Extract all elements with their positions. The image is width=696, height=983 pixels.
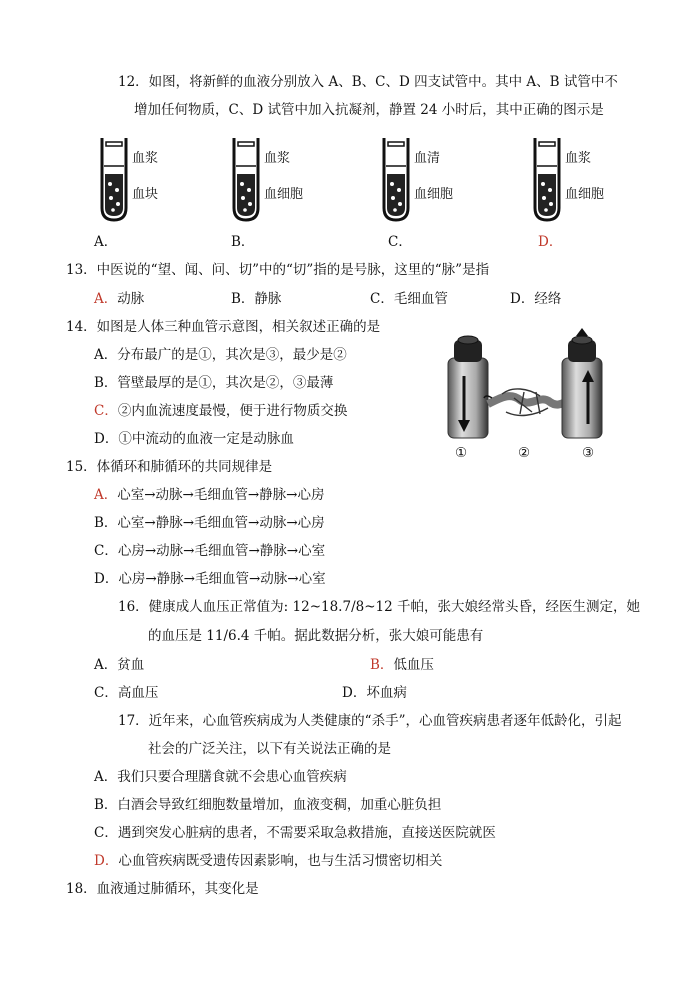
- option-letter: A．: [94, 769, 118, 785]
- q12-stem-line1: 12．如图，将新鲜的血液分别放入 A、B、C、D 四支试管中。其中 A、B 试管中不: [118, 74, 618, 90]
- test-tube-d: [531, 136, 563, 222]
- q17-option-a: [94, 768, 347, 786]
- q12-option-a: A．: [94, 234, 118, 250]
- option-letter: B．: [94, 515, 118, 531]
- option-letter: B．: [94, 375, 118, 391]
- q12-option-d-answer: D．: [538, 234, 563, 250]
- q17-stem-line1: 17．近年来，心血管疾病成为人类健康的“杀手”，心血管疾病患者逐年低龄化，引起: [118, 713, 622, 729]
- answer-letter: B．: [370, 657, 394, 673]
- q13-option-c: [370, 290, 448, 308]
- q12-option-b: B．: [231, 234, 255, 250]
- option-text: 低血压: [393, 657, 434, 673]
- q12-option-c: C．: [388, 234, 412, 250]
- q15-option-d: [94, 570, 326, 588]
- q17-option-d: [94, 852, 442, 870]
- option-text: 经络: [534, 291, 562, 307]
- figure-label-2: ②: [518, 445, 531, 461]
- option-text: 动脉: [117, 291, 145, 307]
- option-text: 心室→静脉→毛细血管→动脉→心房: [117, 515, 325, 531]
- option-text: 管壁最厚的是①，其次是②，③最薄: [117, 375, 334, 391]
- q16-stem-line1: 16．健康成人血压正常值为: 12~18.7/8~12 千帕，张大娘经常头昏，经医生测定，她: [118, 599, 640, 615]
- q14-option-b: [94, 374, 333, 392]
- blood-vessel-figure: [440, 328, 610, 440]
- option-text: 心房→动脉→毛细血管→静脉→心室: [117, 543, 326, 559]
- q18-stem: 18．血液通过肺循环，其变化是: [66, 881, 259, 897]
- test-tube-a: [98, 136, 130, 222]
- q13-option-d: [510, 290, 561, 308]
- option-letter: D．: [342, 685, 367, 701]
- option-text: 贫血: [117, 657, 145, 673]
- q16-option-b: [370, 656, 434, 674]
- option-text: 毛细血管: [393, 291, 448, 307]
- answer-letter: A．: [94, 487, 118, 503]
- option-letter: C．: [370, 291, 394, 307]
- test-tube-c: [380, 136, 412, 222]
- tube-c-bottom-label: 血细胞: [414, 187, 454, 202]
- tube-a-top-label: 血浆: [132, 151, 159, 166]
- q15-option-c: [94, 542, 325, 560]
- tube-a-bottom-label: 血块: [132, 187, 159, 202]
- tube-b-bottom-label: 血细胞: [264, 187, 304, 202]
- q17-stem-line2: 社会的广泛关注，以下有关说法正确的是: [148, 741, 391, 757]
- q13-option-b: [231, 290, 281, 308]
- option-text: 白酒会导致红细胞数量增加，血液变稠，加重心脏负担: [117, 797, 442, 813]
- q15-option-a: [94, 486, 325, 504]
- answer-letter: A．: [94, 291, 118, 307]
- option-text: 高血压: [117, 685, 159, 701]
- option-text: 我们只要合理膳食就不会患心血管疾病: [117, 769, 347, 785]
- q13-stem: 13．中医说的“望、闻、问、切”中的“切”指的是号脉，这里的“脉”是指: [66, 262, 490, 278]
- q15-option-b: [94, 514, 325, 532]
- option-letter: C．: [94, 825, 118, 841]
- option-text: ①中流动的血液一定是动脉血: [118, 431, 294, 447]
- option-letter: B．: [94, 797, 118, 813]
- option-letter: D．: [510, 291, 535, 307]
- q16-option-d: [342, 684, 407, 702]
- answer-letter: C．: [94, 403, 118, 419]
- tube-d-top-label: 血浆: [565, 151, 592, 166]
- option-text: ②内血流速度最慢，便于进行物质交换: [117, 403, 348, 419]
- option-text: 分布最广的是①，其次是③，最少是②: [117, 347, 347, 363]
- option-text: 心血管疾病既受遗传因素影响，也与生活习惯密切相关: [118, 853, 443, 869]
- q15-stem: 15．体循环和肺循环的共同规律是: [66, 459, 273, 475]
- option-text: 静脉: [254, 291, 282, 307]
- option-letter: D．: [94, 571, 119, 587]
- option-letter: C．: [94, 685, 118, 701]
- q13-option-a: [94, 290, 144, 308]
- answer-letter: D．: [94, 853, 119, 869]
- q17-option-b: [94, 796, 441, 814]
- q16-option-c: [94, 684, 158, 702]
- q14-option-c: [94, 402, 347, 420]
- option-text: 心室→动脉→毛细血管→静脉→心房: [117, 487, 325, 503]
- option-letter: C．: [94, 543, 118, 559]
- tube-d-bottom-label: 血细胞: [565, 187, 605, 202]
- option-letter: D．: [94, 431, 119, 447]
- option-text: 坏血病: [366, 685, 407, 701]
- option-text: 遇到突发心脏病的患者，不需要采取急救措施，直接送医院就医: [117, 825, 496, 841]
- q14-option-d: [94, 430, 294, 448]
- option-letter: A．: [94, 347, 118, 363]
- q12-stem-line2: 增加任何物质，C、D 试管中加入抗凝剂，静置 24 小时后，其中正确的图示是: [134, 102, 604, 118]
- option-text: 心房→静脉→毛细血管→动脉→心室: [118, 571, 326, 587]
- figure-label-1: ①: [455, 445, 468, 461]
- tube-b-top-label: 血浆: [264, 151, 291, 166]
- q14-option-a: [94, 346, 347, 364]
- q16-option-a: [94, 656, 144, 674]
- option-letter: A．: [94, 657, 118, 673]
- option-letter: B．: [231, 291, 255, 307]
- test-tube-b: [230, 136, 262, 222]
- q14-stem: 14．如图是人体三种血管示意图，相关叙述正确的是: [66, 319, 381, 335]
- tube-c-top-label: 血清: [414, 151, 441, 166]
- q16-stem-line2: 的血压是 11/6.4 千帕。据此数据分析，张大娘可能患有: [148, 628, 484, 644]
- figure-label-3: ③: [582, 445, 595, 461]
- q17-option-c: [94, 824, 496, 842]
